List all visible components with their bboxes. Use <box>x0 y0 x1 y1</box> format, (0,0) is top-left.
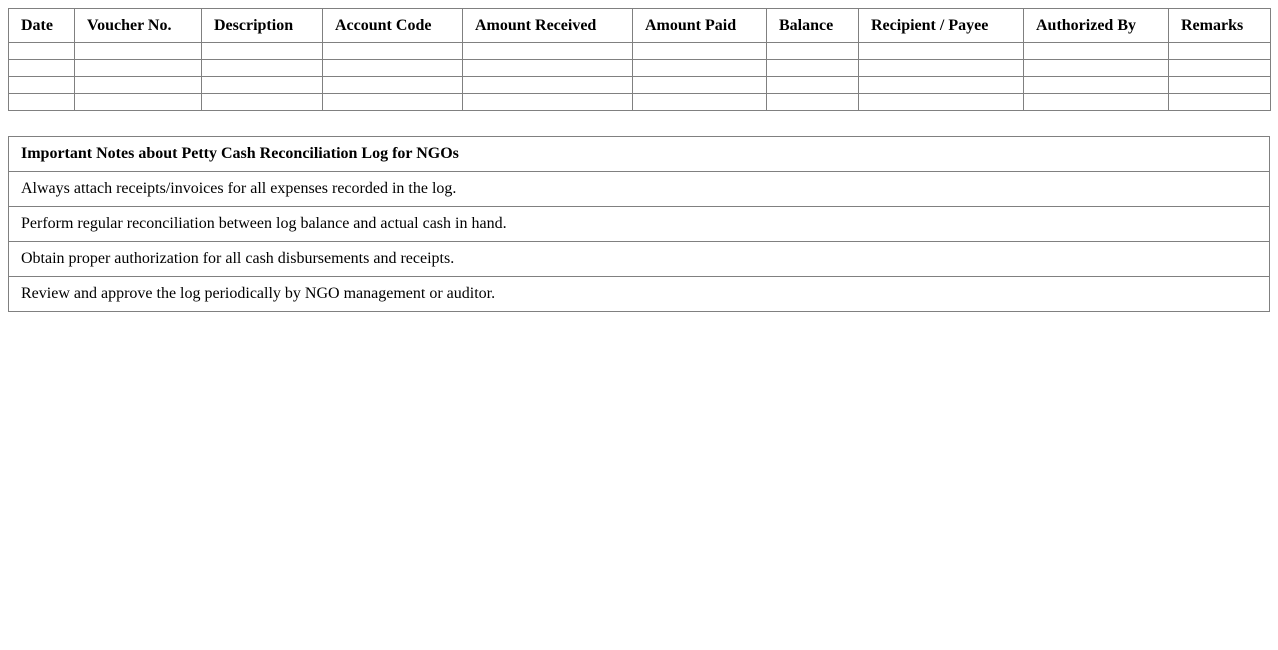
table-cell <box>323 94 463 111</box>
table-cell <box>9 77 75 94</box>
table-cell <box>633 43 767 60</box>
column-header-amount-received: Amount Received <box>463 9 633 43</box>
table-cell <box>463 43 633 60</box>
column-header-amount-paid: Amount Paid <box>633 9 767 43</box>
table-cell <box>767 77 859 94</box>
table-cell <box>1169 94 1271 111</box>
column-header-authorized-by: Authorized By <box>1024 9 1169 43</box>
note-row <box>9 277 1270 312</box>
table-cell <box>1169 77 1271 94</box>
important-notes-table <box>8 136 1270 312</box>
table-cell <box>633 77 767 94</box>
petty-cash-log-table <box>8 8 1271 111</box>
table-cell <box>9 60 75 77</box>
table-cell <box>75 94 202 111</box>
table-cell <box>75 43 202 60</box>
column-header-description: Description <box>202 9 323 43</box>
note-row <box>9 242 1270 277</box>
notes-title-row <box>9 137 1270 172</box>
table-cell <box>75 60 202 77</box>
table-cell <box>1169 60 1271 77</box>
table-cell <box>1169 43 1271 60</box>
table-cell <box>202 77 323 94</box>
note-item: Perform regular reconciliation between log balance and actual cash in hand. <box>9 207 1270 242</box>
table-cell <box>202 43 323 60</box>
table-cell <box>323 60 463 77</box>
table-cell <box>463 60 633 77</box>
column-header-remarks: Remarks <box>1169 9 1271 43</box>
table-cell <box>767 60 859 77</box>
table-cell <box>633 94 767 111</box>
column-header-balance: Balance <box>767 9 859 43</box>
table-cell <box>9 43 75 60</box>
column-header-account-code: Account Code <box>323 9 463 43</box>
note-row <box>9 172 1270 207</box>
note-item: Obtain proper authorization for all cash disbursements and receipts. <box>9 242 1270 277</box>
table-cell <box>323 43 463 60</box>
table-cell <box>767 43 859 60</box>
column-header-recipient-payee: Recipient / Payee <box>859 9 1024 43</box>
table-cell <box>1024 77 1169 94</box>
note-item: Review and approve the log periodically by NGO management or auditor. <box>9 277 1270 312</box>
table-cell <box>202 94 323 111</box>
table-cell <box>633 60 767 77</box>
table-row <box>9 77 1271 94</box>
column-header-voucher-no: Voucher No. <box>75 9 202 43</box>
table-cell <box>1024 43 1169 60</box>
table-cell <box>1024 94 1169 111</box>
table-cell <box>9 94 75 111</box>
table-cell <box>323 77 463 94</box>
notes-title: Important Notes about Petty Cash Reconciliation Log for NGOs <box>9 137 1270 172</box>
table-cell <box>859 43 1024 60</box>
column-header-date: Date <box>9 9 75 43</box>
table-cell <box>859 60 1024 77</box>
table-cell <box>1024 60 1169 77</box>
table-cell <box>767 94 859 111</box>
table-cell <box>75 77 202 94</box>
table-row <box>9 43 1271 60</box>
note-row <box>9 207 1270 242</box>
note-item: Always attach receipts/invoices for all expenses recorded in the log. <box>9 172 1270 207</box>
table-row <box>9 60 1271 77</box>
table-row <box>9 94 1271 111</box>
table-cell <box>463 77 633 94</box>
table-cell <box>859 94 1024 111</box>
table-cell <box>202 60 323 77</box>
table-header-row <box>9 9 1271 43</box>
table-cell <box>859 77 1024 94</box>
table-cell <box>463 94 633 111</box>
